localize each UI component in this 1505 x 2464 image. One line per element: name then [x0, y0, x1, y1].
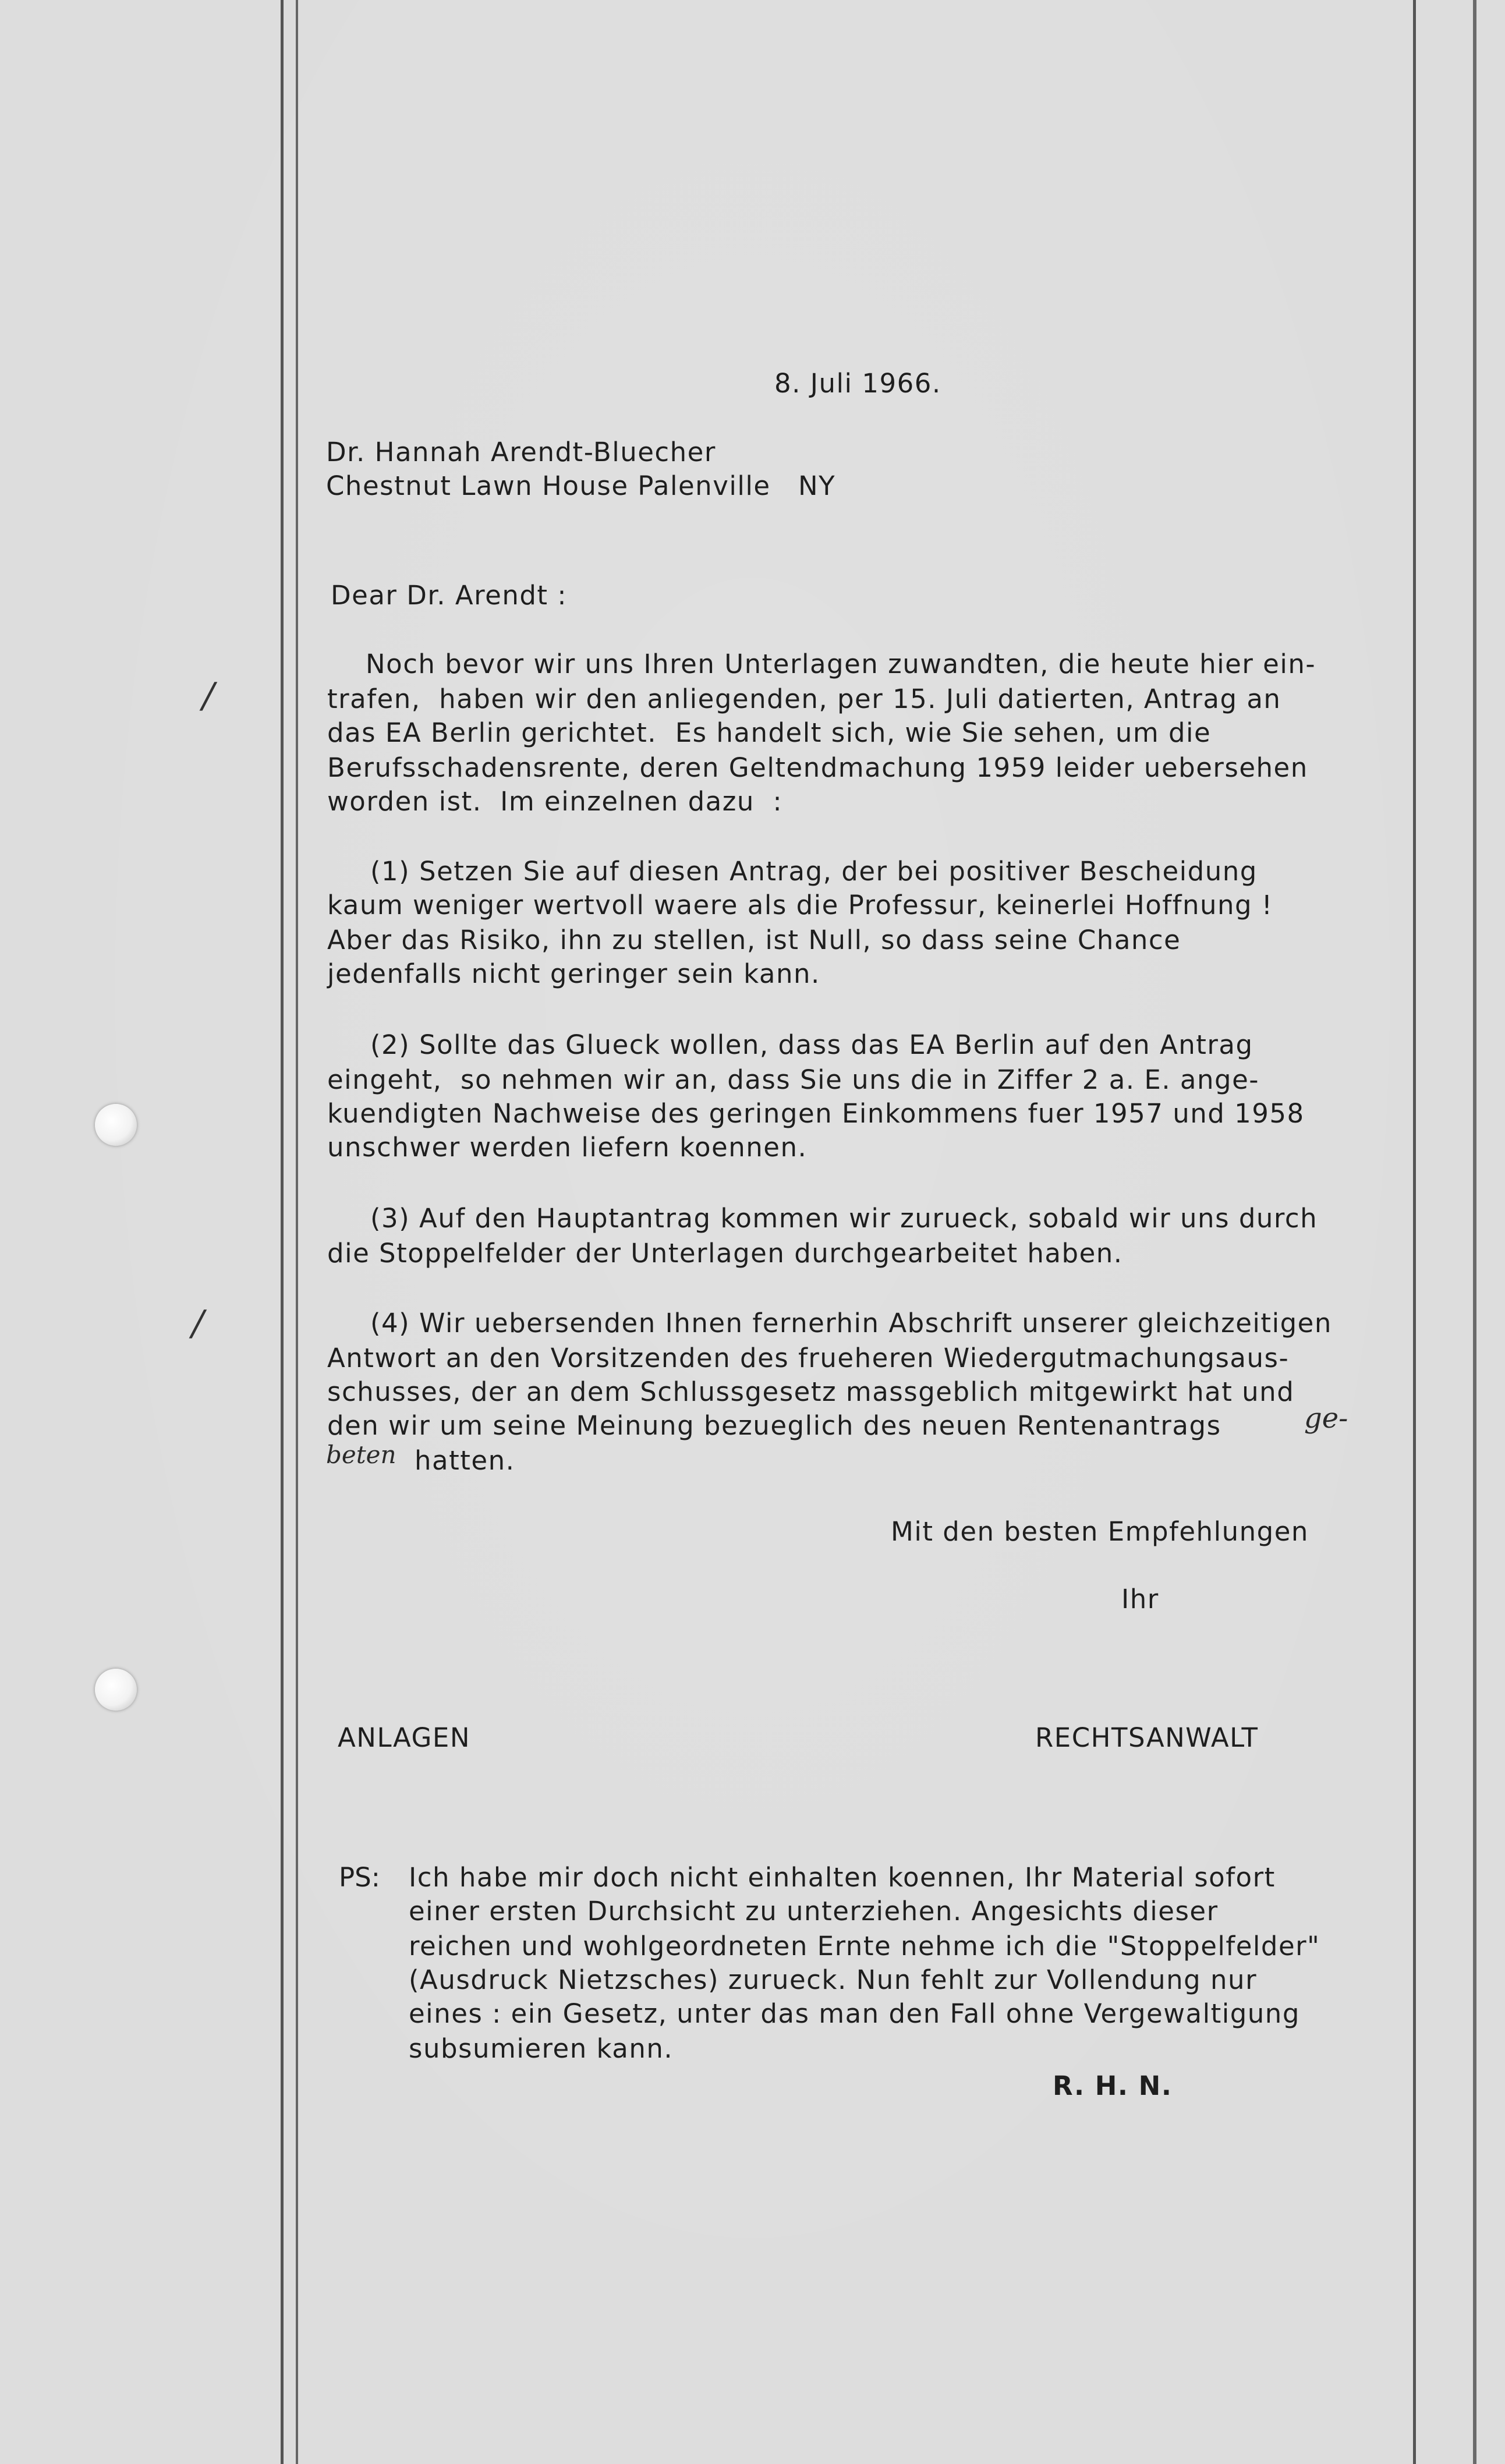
point-1-line-4: jedenfalls nicht geringer sein kann. — [327, 958, 820, 989]
salutation: Dear Dr. Arendt : — [331, 580, 568, 611]
ps-line-3: reichen und wohlgeordneten Ernte nehme ich die "Stoppelfelder" — [409, 1931, 1320, 1962]
ps-initials: R. H. N. — [1053, 2070, 1173, 2101]
point-4-line-2: Antwort an den Vorsitzenden des frueheren Wiedergutmachungsaus- — [327, 1343, 1290, 1373]
ps-line-5: eines : ein Gesetz, unter das man den Fall ohne Vergewaltigung — [409, 1998, 1300, 2029]
ps-line-4: (Ausdruck Nietzsches) zurueck. Nun fehlt zur Vollendung nur — [409, 1964, 1258, 1995]
right-frame-line — [1413, 0, 1416, 2464]
point-3-line-1: (3) Auf den Hauptantrag kommen wir zurueck, sobald wir uns durch — [370, 1203, 1318, 1234]
point-4-line-5: hatten. — [415, 1445, 515, 1476]
ps-line-6: subsumieren kann. — [409, 2033, 674, 2064]
point-1-line-1: (1) Setzen Sie auf diesen Antrag, der bei positiver Bescheidung — [370, 856, 1258, 887]
handwritten-correction-ge: ge- — [1304, 1402, 1348, 1435]
left-frame-line-outer — [281, 0, 284, 2464]
intro-line-2: trafen, haben wir den anliegenden, per 15. Juli datierten, Antrag an — [327, 684, 1281, 714]
margin-mark-2: / — [187, 1303, 208, 1344]
recipient-name: Dr. Hannah Arendt-Bluecher — [326, 437, 716, 468]
intro-line-4: Berufsschadensrente, deren Geltendmachung 1959 leider uebersehen — [327, 752, 1308, 783]
punch-hole-bottom — [95, 1669, 137, 1711]
ps-label: PS: — [339, 1862, 380, 1893]
point-4-line-1: (4) Wir uebersenden Ihnen fernerhin Abschrift unserer gleichzeitigen — [370, 1308, 1332, 1339]
point-2-line-3: kuendigten Nachweise des geringen Einkommens fuer 1957 und 1958 — [327, 1098, 1305, 1129]
margin-mark-1: / — [198, 675, 219, 716]
handwritten-correction-beten: beten — [326, 1440, 396, 1469]
punch-hole-top — [95, 1104, 137, 1146]
closing-ihr: Ihr — [1121, 1584, 1159, 1615]
point-1-line-2: kaum weniger wertvoll waere als die Professur, keinerlei Hoffnung ! — [327, 890, 1273, 921]
ps-line-2: einer ersten Durchsicht zu unterziehen. Angesichts dieser — [409, 1896, 1219, 1927]
intro-line-5: worden ist. Im einzelnen dazu : — [327, 786, 783, 817]
closing-line: Mit den besten Empfehlungen — [891, 1516, 1309, 1547]
signature-title: RECHTSANWALT — [1035, 1722, 1259, 1753]
ps-line-1: Ich habe mir doch nicht einhalten koennen, Ihr Material sofort — [409, 1862, 1276, 1893]
letter-date: 8. Juli 1966. — [774, 368, 941, 399]
recipient-address: Chestnut Lawn House Palenville NY — [326, 470, 836, 501]
point-4-line-4: den wir um seine Meinung bezueglich des neuen Rentenantrags — [327, 1410, 1221, 1441]
intro-line-1: Noch bevor wir uns Ihren Unterlagen zuwandten, die heute hier ein- — [366, 649, 1316, 679]
point-4-line-3: schusses, der an dem Schlussgesetz massgeblich mitgewirkt hat und — [327, 1376, 1295, 1407]
left-frame-line-inner — [296, 0, 298, 2464]
point-3-line-2: die Stoppelfelder der Unterlagen durchgearbeitet haben. — [327, 1238, 1123, 1269]
point-2-line-2: eingeht, so nehmen wir an, dass Sie uns die in Ziffer 2 a. E. ange- — [327, 1064, 1260, 1095]
point-1-line-3: Aber das Risiko, ihn zu stellen, ist Null, so dass seine Chance — [327, 925, 1181, 955]
point-2-line-4: unschwer werden liefern koennen. — [327, 1132, 808, 1163]
right-edge-shadow — [1473, 0, 1476, 2464]
enclosures-label: ANLAGEN — [338, 1722, 471, 1753]
intro-line-3: das EA Berlin gerichtet. Es handelt sich, wie Sie sehen, um die — [327, 717, 1212, 748]
point-2-line-1: (2) Sollte das Glueck wollen, dass das EA Berlin auf den Antrag — [370, 1029, 1253, 1060]
